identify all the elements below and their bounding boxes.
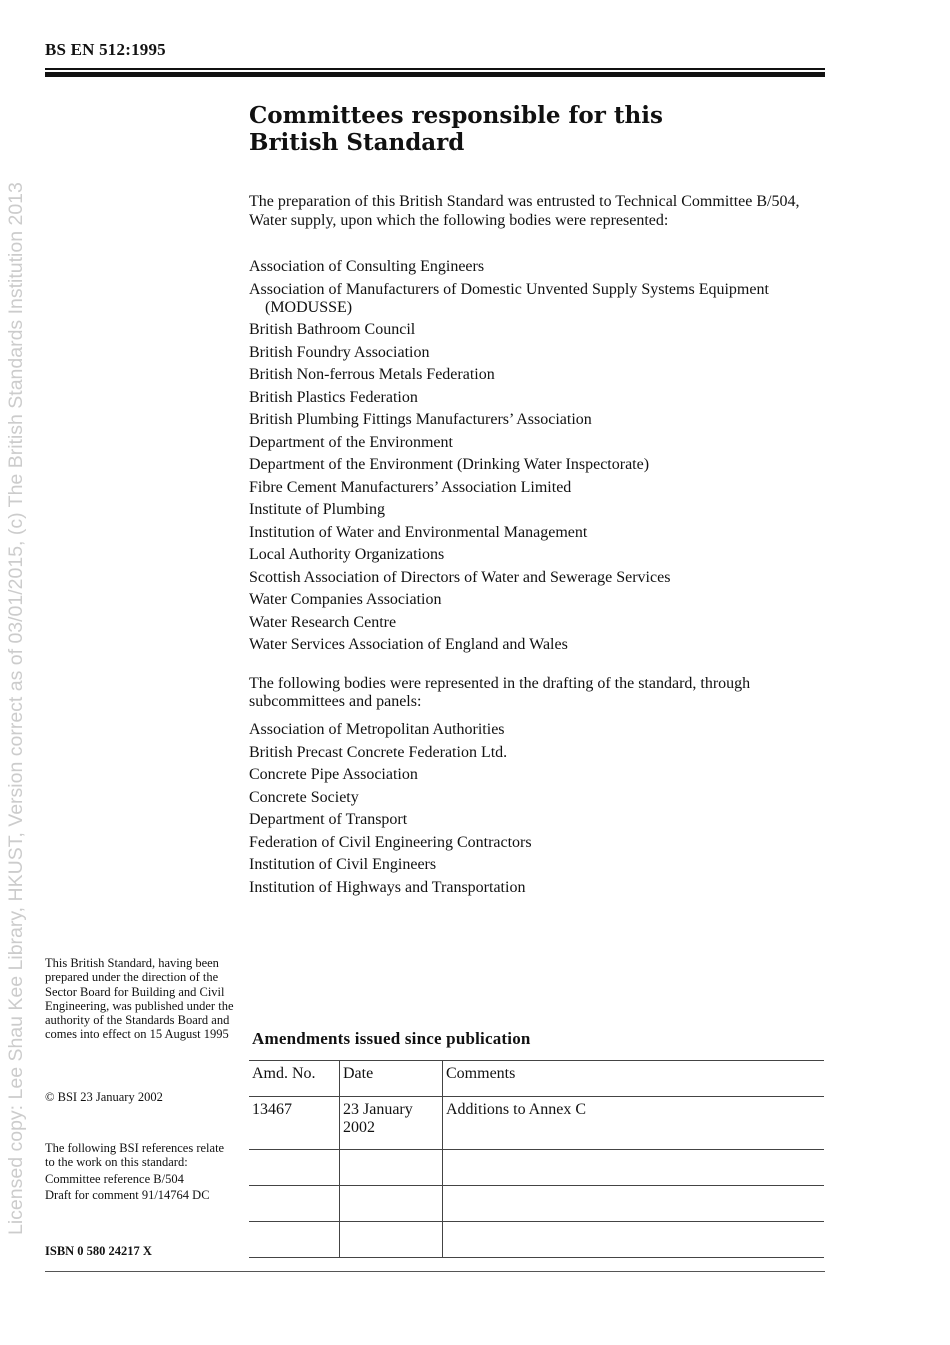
- list-item: Water Research Centre: [249, 613, 397, 631]
- table-row: [249, 1150, 824, 1186]
- empty-cell: [443, 1150, 825, 1186]
- list-item: Local Authority Organizations: [249, 546, 445, 563]
- amendments-table: [249, 1060, 824, 1258]
- footer-rule: [45, 1271, 825, 1272]
- license-watermark: Licensed copy: Lee Shau Kee Library, HKUST, Version correct as of 03/01/2015, (c) The British Standards Institution 2013: [5, 182, 27, 1235]
- table-row: [249, 1222, 824, 1258]
- amendment-number: 13467: [249, 1097, 340, 1150]
- list-item: Water Companies Association: [249, 591, 442, 608]
- list-item: Department of Transport: [249, 811, 408, 828]
- list-item: British Bathroom Council: [249, 321, 416, 338]
- list-item: Institution of Civil Engineers: [249, 856, 437, 873]
- table-row: [249, 1186, 824, 1222]
- bsi-references: [45, 1141, 235, 1202]
- list-item: Association of Manufacturers of Domestic Unvented Supply Systems Equipment (MODUSSE): [249, 280, 769, 316]
- list-item: Concrete Society: [249, 788, 359, 806]
- list-item: Federation of Civil Engineering Contractors: [249, 833, 532, 851]
- list-item: Department of the Environment (Drinking Water Inspectorate): [249, 456, 650, 473]
- empty-cell: [249, 1186, 340, 1222]
- empty-cell: [340, 1150, 443, 1186]
- publication-note: This British Standard, having been prepared under the direction of the Sector Board for Building and Civil Engineering, was published under the authority of the Standards Board and comes into effect on 15 August 1995: [45, 956, 234, 1042]
- list-item: Institution of Highways and Transportation: [249, 878, 526, 896]
- copyright-note: © BSI 23 January 2002: [45, 1090, 163, 1104]
- list-item: Concrete Pipe Association: [249, 766, 418, 783]
- subcommittee-body-list: [249, 721, 829, 901]
- committee-reference: Committee reference B/504: [45, 1171, 184, 1186]
- empty-cell: [443, 1222, 825, 1258]
- table-row: [249, 1097, 824, 1150]
- list-item: British Foundry Association: [249, 343, 430, 361]
- list-item: Scottish Association of Directors of Water and Sewerage Services: [249, 568, 671, 586]
- column-header-amd-no: Amd. No.: [249, 1061, 340, 1097]
- list-item: Institution of Water and Environmental Management: [249, 523, 588, 541]
- list-item: Fibre Cement Manufacturers’ Association Limited: [249, 478, 572, 496]
- list-item: Water Services Association of England and Wales: [249, 636, 568, 653]
- references-intro: The following BSI references relate to the work on this standard:: [45, 1141, 225, 1170]
- draft-reference: Draft for comment 91/14764 DC: [45, 1187, 210, 1202]
- committee-intro: The preparation of this British Standard was entrusted to Technical Committee B/504, Water supply, upon which the following bodies were represented:: [249, 193, 800, 229]
- list-item: British Non-ferrous Metals Federation: [249, 366, 495, 383]
- empty-cell: [340, 1222, 443, 1258]
- page-title-line-1: Committees responsible for this: [249, 102, 663, 129]
- document-code: BS EN 512:1995: [45, 40, 166, 59]
- committee-body-list: [249, 258, 829, 659]
- list-item: British Plastics Federation: [249, 388, 418, 406]
- isbn: ISBN 0 580 24217 X: [45, 1244, 152, 1258]
- empty-cell: [249, 1150, 340, 1186]
- column-header-comments: Comments: [443, 1061, 825, 1097]
- column-header-date: Date: [340, 1061, 443, 1097]
- amendment-date: 23 January 2002: [340, 1097, 443, 1150]
- list-item: British Plumbing Fittings Manufacturers’ Association: [249, 411, 592, 428]
- list-item: British Precast Concrete Federation Ltd.: [249, 743, 508, 761]
- subcommittee-intro: The following bodies were represented in the drafting of the standard, through subcommittees and panels:: [249, 675, 751, 710]
- list-item: Department of the Environment: [249, 433, 453, 451]
- amendment-comments: Additions to Annex C: [443, 1097, 825, 1150]
- amendments-heading: Amendments issued since publication: [252, 1029, 531, 1048]
- page-title-line-2: British Standard: [249, 129, 465, 156]
- table-header-row: [249, 1061, 824, 1097]
- empty-cell: [443, 1186, 825, 1222]
- header-rule-thick: [45, 72, 825, 77]
- list-item: Institute of Plumbing: [249, 501, 385, 518]
- empty-cell: [249, 1222, 340, 1258]
- empty-cell: [340, 1186, 443, 1222]
- list-item: Association of Metropolitan Authorities: [249, 721, 505, 738]
- page-title: [249, 102, 809, 156]
- header-rule-thin: [45, 68, 825, 70]
- list-item: Association of Consulting Engineers: [249, 258, 485, 275]
